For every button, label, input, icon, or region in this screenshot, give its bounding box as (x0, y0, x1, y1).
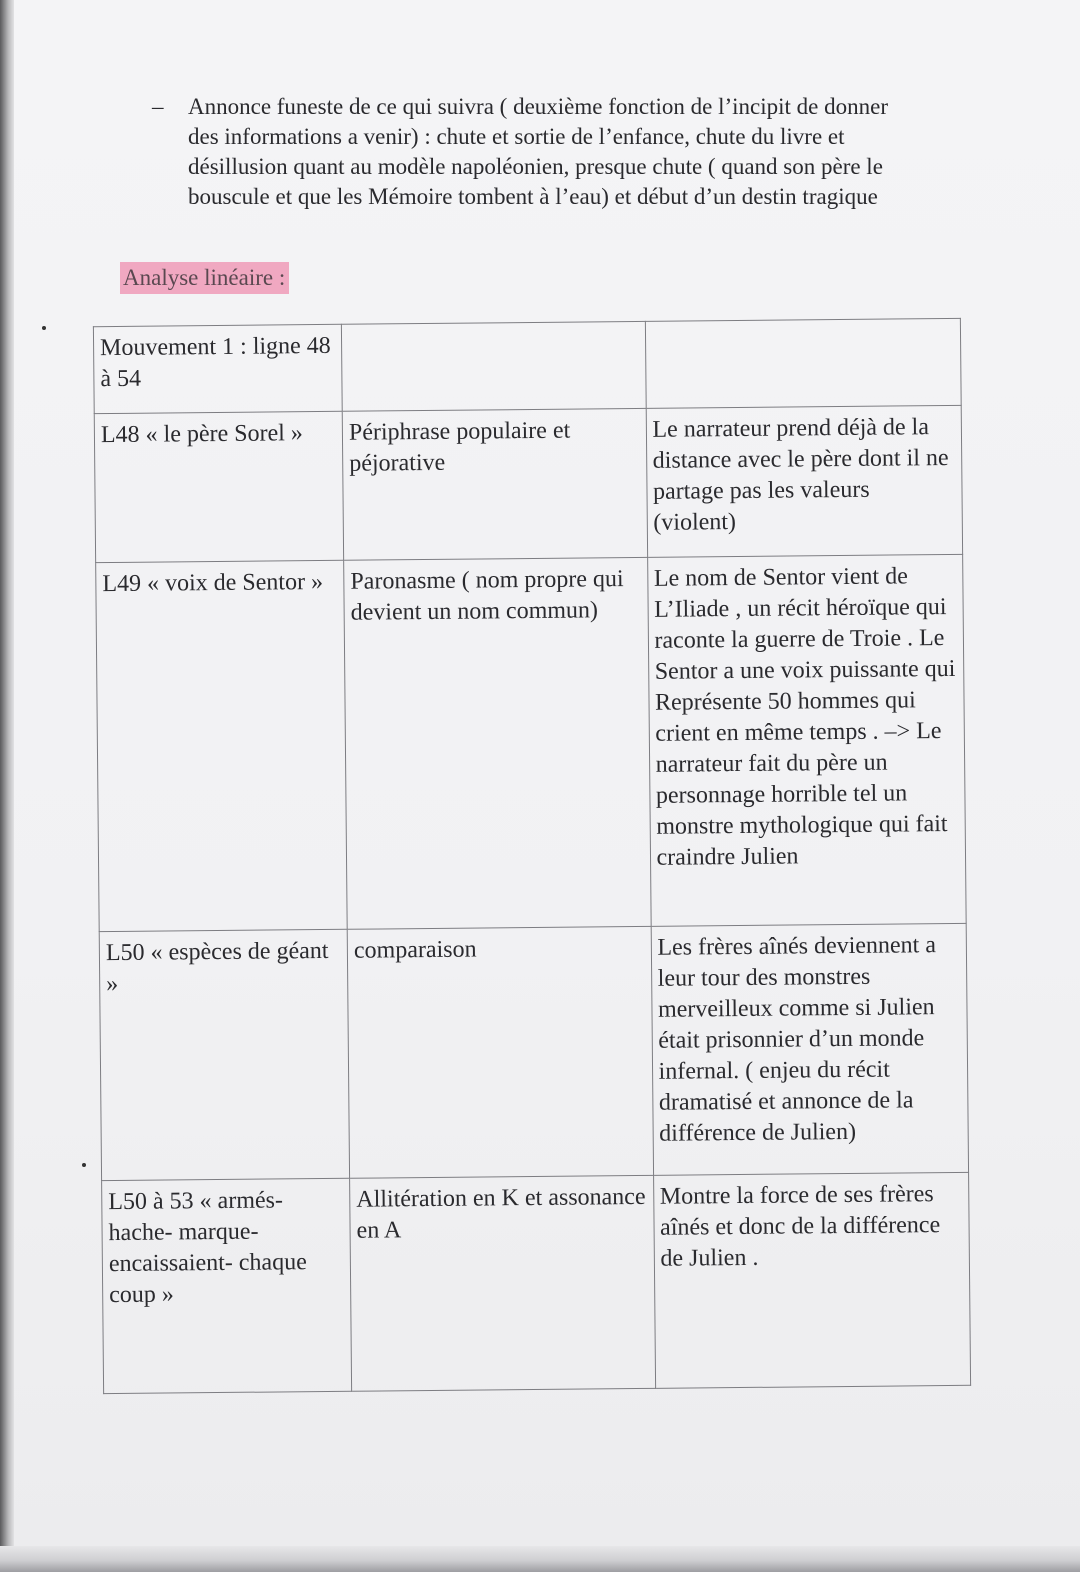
page-left-edge-shadow (0, 0, 14, 1572)
table-row (99, 923, 968, 1180)
bullet-dash: – (152, 94, 164, 119)
page-bottom-edge-shadow (0, 1546, 1080, 1572)
table-cell-device: Périphrase populaire et péjorative (342, 408, 647, 560)
table-cell-reference: Mouvement 1 : ligne 48 à 54 (93, 324, 342, 413)
stray-dot (42, 326, 46, 330)
table-cell-device (341, 321, 645, 411)
table-cell-device: comparaison (347, 926, 653, 1178)
section-heading-highlighted: Analyse linéaire : (120, 262, 289, 294)
table-cell-reference: L50 à 53 « armés- hache- marque- encaissaient- chaque coup » (102, 1178, 352, 1393)
analysis-table (93, 318, 971, 1394)
table-row (94, 405, 962, 562)
table-cell-interpretation: Montre la force de ses frères aînés et donc de la différence de Julien . (653, 1172, 970, 1388)
table-row (102, 1172, 971, 1393)
table-cell-device: Allitération en K et assonance en A (350, 1175, 656, 1391)
table-cell-interpretation: Le nom de Sentor vient de L’Iliade , un récit héroïque qui raconte la guerre de Troie . Le Sentor a une voix puissante qui Représente 50 hommes qui crient en même temps . –> Le narrateur fait du père un personnage horrible tel un monstre mythologique qui fait craindre Julien (647, 554, 966, 926)
bullet-text: Annonce funeste de ce qui suivra ( deuxième fonction de l’incipit de donner des informations a venir) : chute et sortie de l’enfance, chute du livre et désillusion quant au modèle napoléonien, presque chute ( quand son père le bouscule et que les Mémoire tombent à l’eau) et début d’un destin tragique (188, 94, 888, 209)
table-cell-interpretation: Les frères aînés deviennent a leur tour des monstres merveilleux comme si Julien était prisonnier d’un monde infernal. ( enjeu du récit dramatisé et annonce de la différence de Julien) (651, 923, 969, 1175)
table-cell-interpretation (645, 318, 961, 408)
table-cell-reference: L49 « voix de Sentor » (96, 560, 348, 931)
table-cell-reference: L48 « le père Sorel » (94, 411, 343, 562)
bullet-point (152, 92, 912, 212)
stray-dot (82, 1163, 86, 1167)
table-cell-reference: L50 « espèces de géant » (99, 929, 349, 1180)
table-cell-interpretation: Le narrateur prend déjà de la distance avec le père dont il ne partage pas les valeurs (violent) (646, 405, 963, 557)
table-cell-device: Paronasme ( nom propre qui devient un nom commun) (344, 557, 651, 929)
table-row (93, 318, 961, 413)
table-row (96, 554, 967, 931)
